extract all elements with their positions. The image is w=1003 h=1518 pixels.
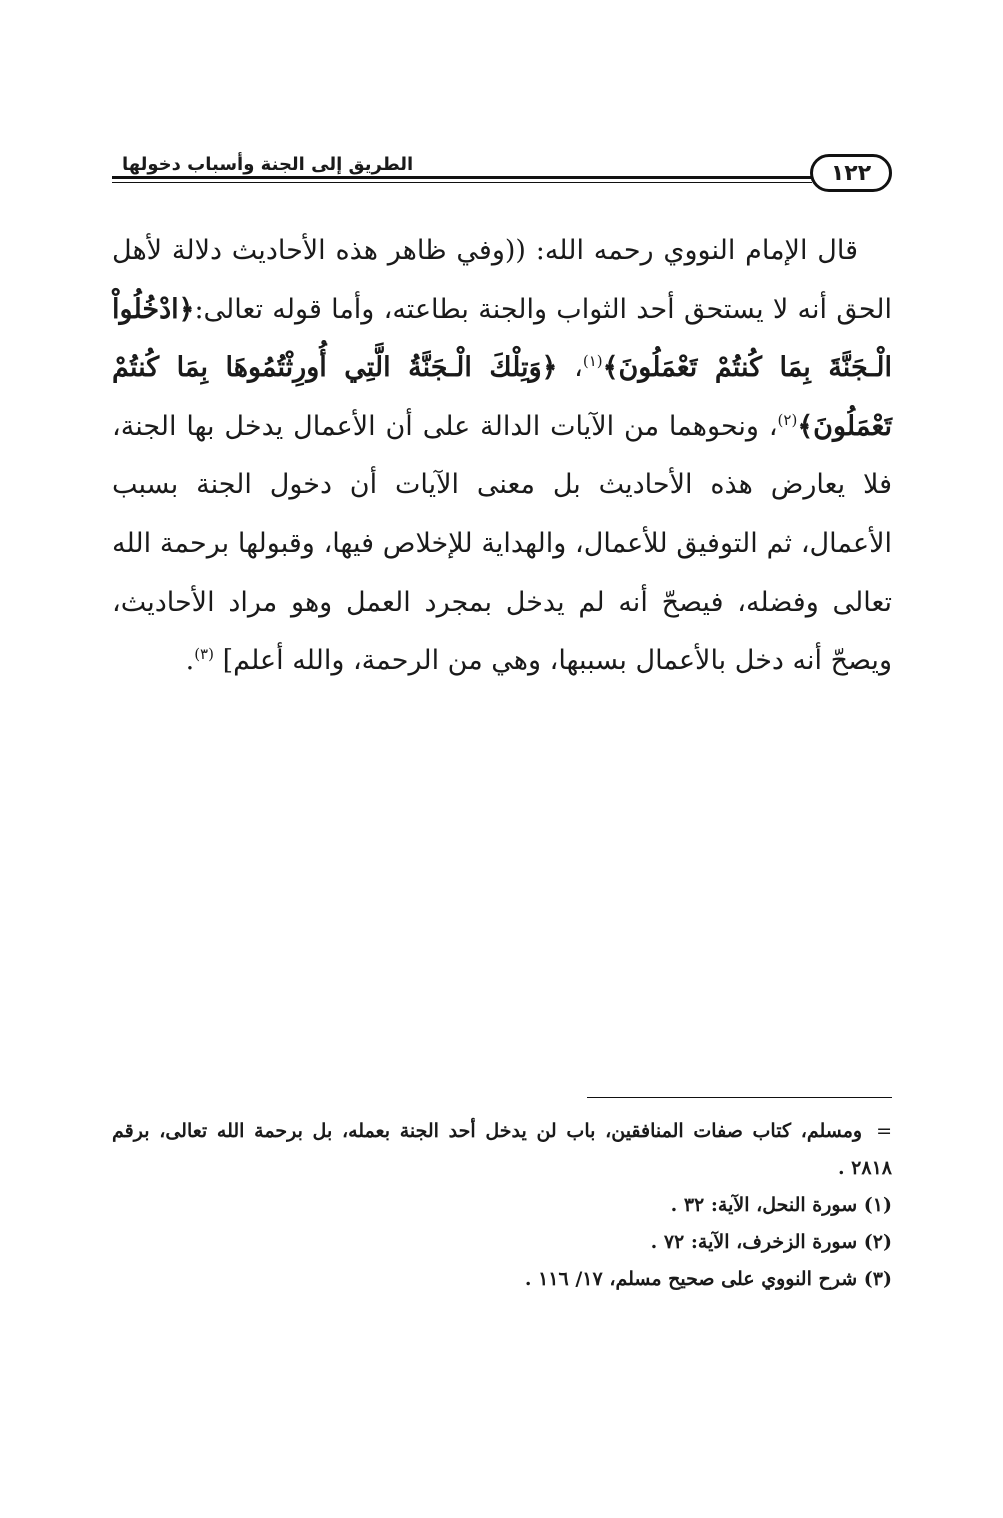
quran-verse-1: ﴿ادْخُلُواْ الْـجَنَّةَ بِمَا كُنتُمْ تَعْمَلُونَ﴾ [112, 293, 893, 384]
text-segment-1: قال الإمام النووي رحمه الله: ((وفي ظاهر هذه الأحاديث دلالة لأهل الحق أنه لا يستحق أحد الثواب والجنة بطاعته، وأما قوله تعالى: [112, 235, 892, 325]
footnote-ref-3: (٣) [194, 645, 214, 664]
footnote-2: (٢) سورة الزخرف، الآية: ٧٢ . [650, 1231, 892, 1253]
header-rule-thin [112, 182, 812, 183]
header-rule-thick [112, 176, 812, 179]
paragraph [112, 222, 892, 691]
continuation-mark: = [876, 1120, 892, 1142]
quran-verse-2: ﴿وَتِلْكَ الْـجَنَّةُ الَّتِي أُورِثْتُمُوهَا بِمَا كُنتُمْ تَعْمَلُونَ﴾ [112, 352, 892, 442]
text-segment-2: ، ونحوهما من الآيات الدالة على أن الأعمال يدخل بها الجنة، فلا يعارض هذه الأحاديث بل معنى الآيات أن دخول الجنة بسبب الأعمال، ثم التوفيق للأعمال، والهداية للإخلاص فيها، وقبولها برحمة الله تعالى وفضله، فيصحّ أنه لم يدخل بمجرد العمل وهو مراد الأحاديث، ويصحّ أنه دخل بالأعمال بسببها، وهي من الرحمة، والله أعلم] [112, 410, 892, 677]
separator: ، [557, 352, 583, 384]
page-number: ١٢٢ [810, 154, 892, 192]
footnote-ref-1: (١) [582, 352, 603, 371]
end-period: . [185, 645, 195, 677]
footnote-continuation [112, 1113, 892, 1187]
body-text [112, 222, 892, 691]
footnote-separator [587, 1097, 892, 1098]
running-title: الطريق إلى الجنة وأسباب دخولها [122, 154, 414, 175]
footnote-1: (١) سورة النحل، الآية: ٣٢ . [670, 1194, 892, 1216]
page-header [112, 140, 892, 200]
footnote-3: (٣) شرح النووي على صحيح مسلم، ١٧/ ١١٦ . [524, 1268, 892, 1290]
footnote-ref-2: (٢) [777, 410, 798, 429]
footnotes [112, 1113, 892, 1298]
continuation-text: ومسلم، كتاب صفات المنافقين، باب لن يدخل أحد الجنة بعمله، بل برحمة الله تعالى، برقم ٢٨١٨ . [112, 1120, 892, 1179]
